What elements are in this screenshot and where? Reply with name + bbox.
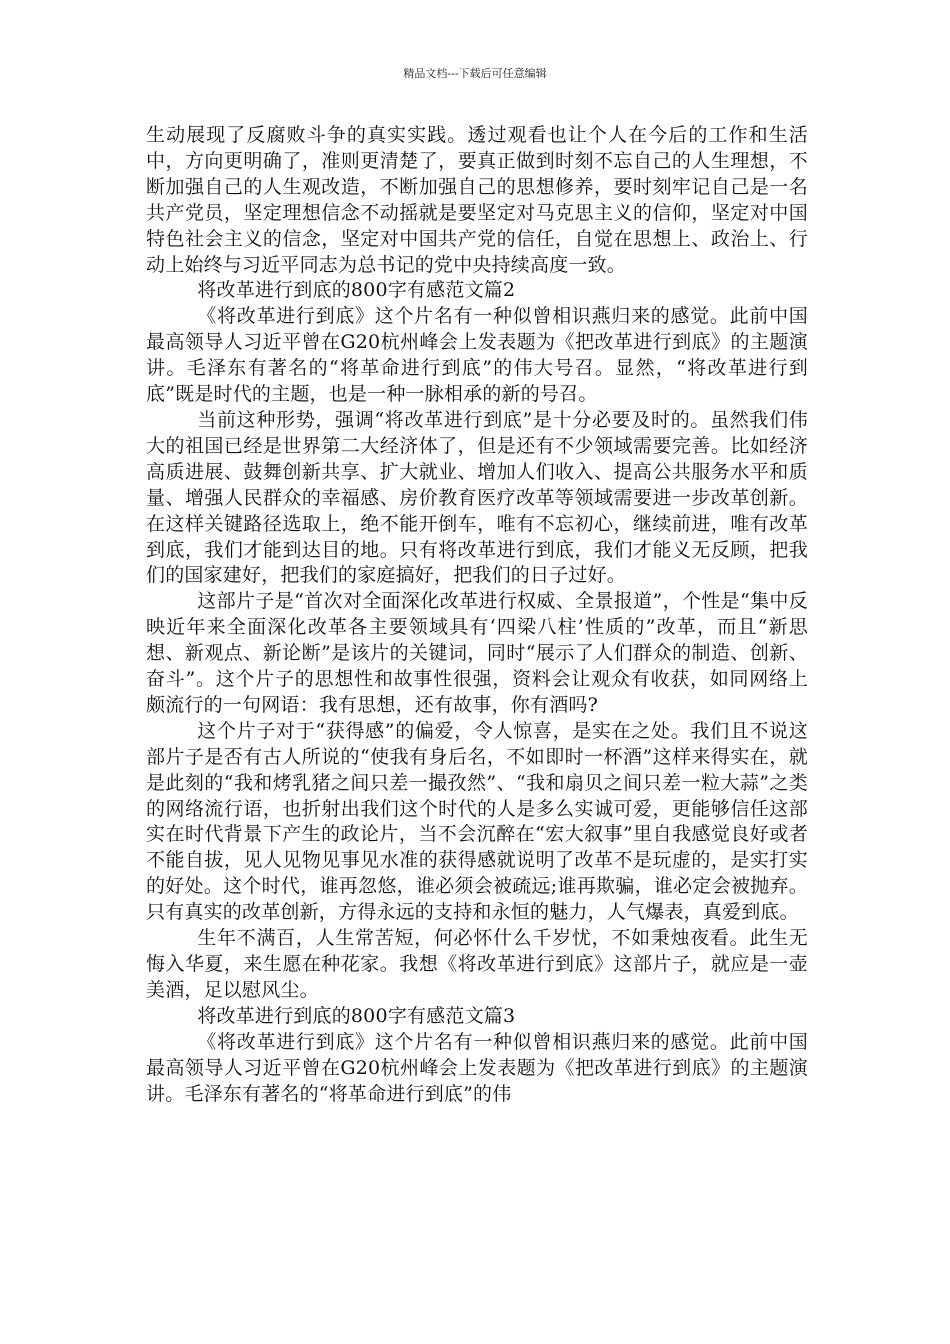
paragraph-6: 生年不满百，人生常苦短，何必怀什么千岁忧，不如秉烛夜看。此生无悔入华夏，来生愿在种花家。我想《将改革进行到底》这部片子，就应是一壶美酒，足以慰风尘。	[146, 927, 808, 1001]
document-body	[146, 123, 808, 1107]
page-header: 精品文档---下载后可任意编辑	[403, 67, 547, 80]
section-heading-3: 将改革进行到底的800字有感范文篇3	[197, 1004, 516, 1027]
paragraph-4: 这部片子是“首次对全面深化改革进行权威、全景报道”，个性是“集中反映近年来全面深化改革各主要领域具有‘四梁八柱’性质的”改革，而且“新思想、新观点、新论断”是该片的关键词，同时“展示了人们群众的制造、创新、奋斗”。这个片子的思想性和故事性很强，资料会让观众有收获，如同网络上颇流行的一句网语：我有思想，还有故事，你有酒吗?	[146, 590, 808, 716]
paragraph-7: 《将改革进行到底》这个片名有一种似曾相识燕归来的感觉。此前中国最高领导人习近平曾在G20杭州峰会上发表题为《把改革进行到底》的主题演讲。毛泽东有著名的“将革命进行到底”的伟	[146, 1030, 808, 1105]
section-heading-2: 将改革进行到底的800字有感范文篇2	[197, 279, 516, 302]
paragraph-5: 这个片子对于“获得感”的偏爱，令人惊喜，是实在之处。我们且不说这部片子是否有古人所说的“使我有身后名，不如即时一杯酒”这样来得实在，就是此刻的“我和烤乳猪之间只差一撮孜然”、“我和扇贝之间只差一粒大蒜”之类的网络流行语，也折射出我们这个时代的人是多么实诚可爱，更能够信任这部实在时代背景下产生的政论片，当不会沉醉在“宏大叙事”里自我感觉良好或者不能自拔，见人见物见事见水准的获得感就说明了改革不是玩虚的，是实打实的好处。这个时代，谁再忽悠，谁必须会被疏远;谁再欺骗，谁必定会被抛弃。只有真实的改革创新，方得永远的支持和永恒的魅力，人气爆表，真爱到底。	[146, 719, 808, 924]
paragraph-2: 《将改革进行到底》这个片名有一种似曾相识燕归来的感觉。此前中国最高领导人习近平曾在G20杭州峰会上发表题为《把改革进行到底》的主题演讲。毛泽东有著名的“将革命进行到底”的伟大号召。显然，“将改革进行到底”既是时代的主题，也是一种一脉相承的新的号召。	[146, 305, 808, 406]
paragraph-3: 当前这种形势，强调“将改革进行到底”是十分必要及时的。虽然我们伟大的祖国已经是世界第二大经济体了，但是还有不少领域需要完善。比如经济高质进展、鼓舞创新共享、扩大就业、增加人们收入、提高公共服务水平和质量、增强人民群众的幸福感、房价教育医疗改革等领域需要进一步改革创新。在这样关键路径选取上，绝不能开倒车，唯有不忘初心，继续前进，唯有改革到底，我们才能到达目的地。只有将改革进行到底，我们才能义无反顾，把我们的国家建好，把我们的家庭搞好，把我们的日子过好。	[146, 408, 808, 587]
paragraph-1: 生动展现了反腐败斗争的真实实践。透过观看也让个人在今后的工作和生活中，方向更明确了，准则更清楚了，要真正做到时刻不忘自己的人生理想，不断加强自己的人生观改造，不断加强自己的思想修养，要时刻牢记自己是一名共产党员，坚定理想信念不动摇就是要坚定对马克思主义的信仰，坚定对中国特色社会主义的信念，坚定对中国共产党的信任，自觉在思想上、政治上、行动上始终与习近平同志为总书记的党中央持续高度一致。	[146, 124, 808, 276]
